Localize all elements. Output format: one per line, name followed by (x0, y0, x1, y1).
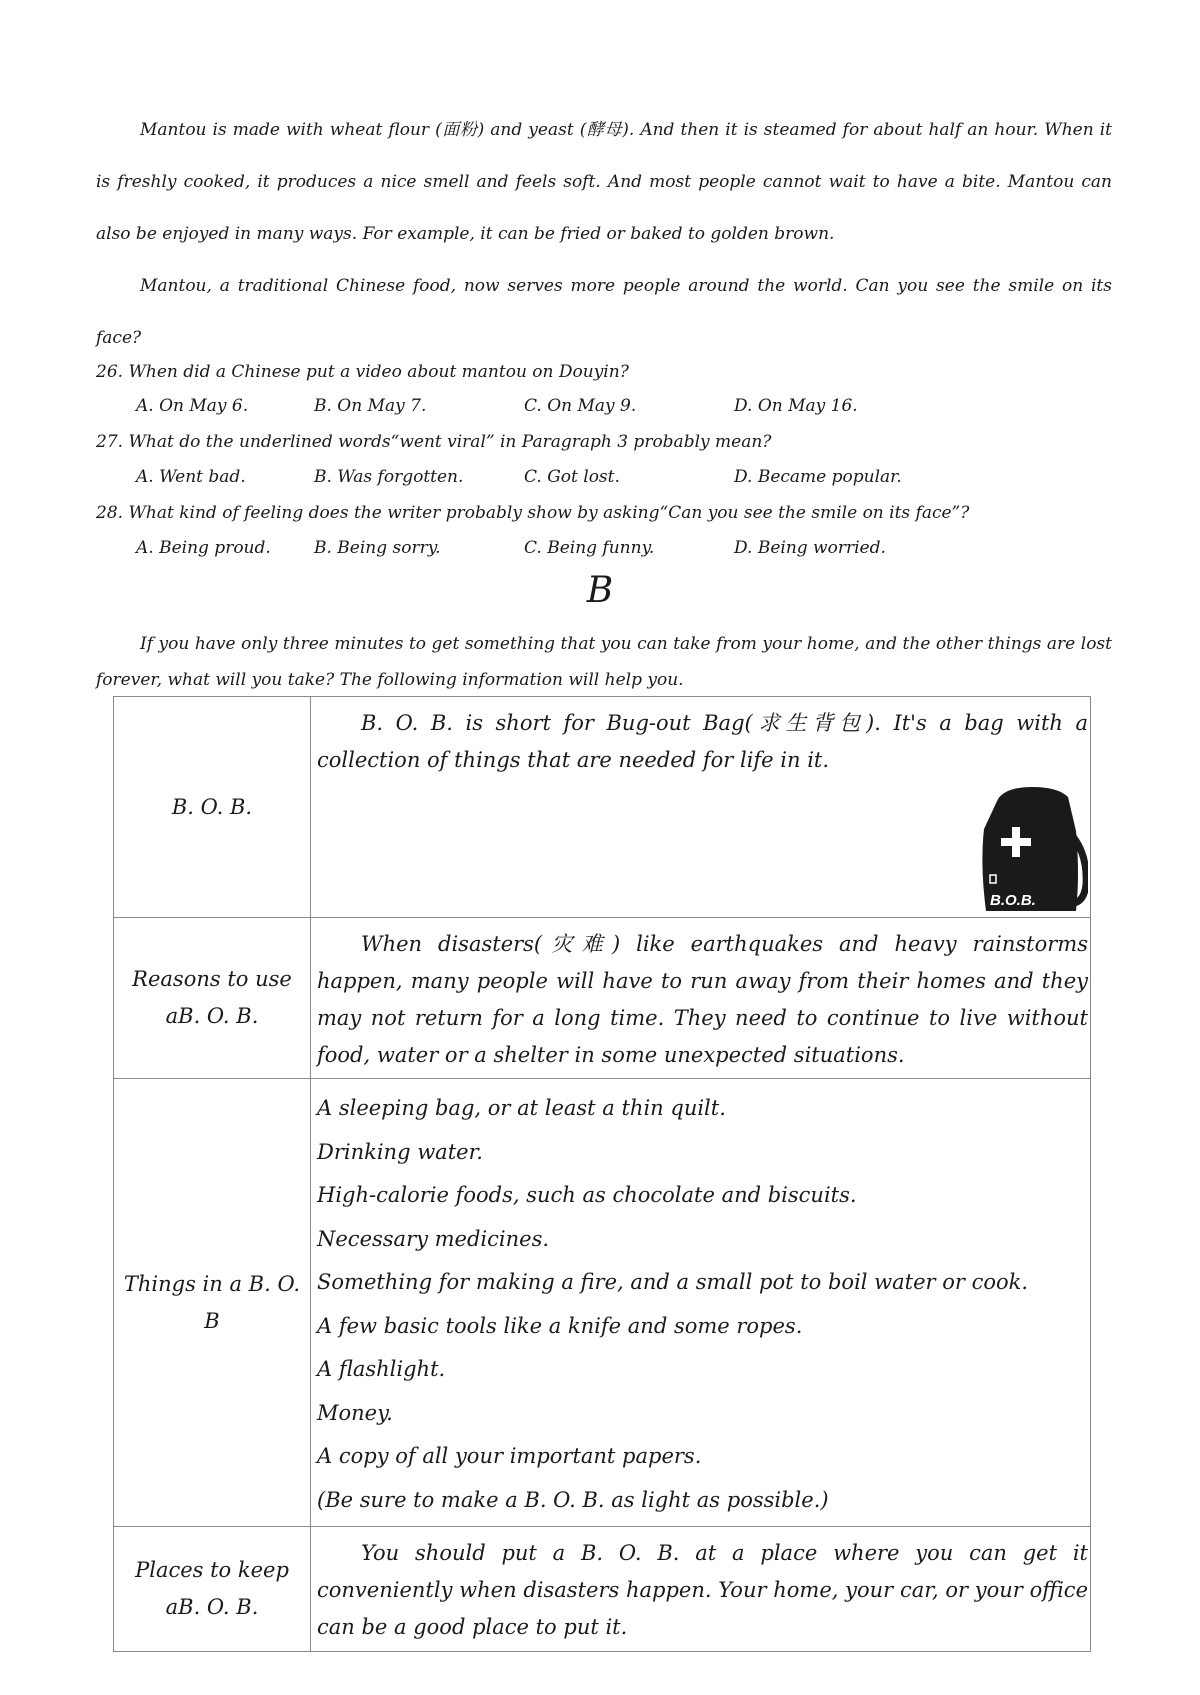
question-stem: 28. What kind of feeling does the writer probably show by asking“Can you see the smile on its face”? (96, 503, 970, 523)
list-item: A sleeping bag, or at least a thin quilt. (317, 1096, 726, 1120)
list-item: A copy of all your important papers. (317, 1444, 702, 1468)
row-content (311, 1079, 1091, 1527)
bob-table (113, 696, 1091, 1652)
list-item: A few basic tools like a knife and some ropes. (317, 1313, 803, 1338)
section-title: B (586, 570, 614, 611)
option-a: A. Being proud. (136, 538, 271, 558)
passage-paragraph: Mantou is made with wheat flour (面粉) and yeast (酵母). And then it is steamed for about half an hour. When it is freshly cooked, it produces a nice smell and feels soft. And most people cannot wait to have a bite. Mantou can also be enjoyed in many ways. For example, it can be fried or baked to golden brown. (96, 120, 1112, 244)
list-item: Something for making a fire, and a small pot to boil water or cook. (317, 1270, 1029, 1294)
section-intro: If you have only three minutes to get something that you can take from your home, and the other things are lost forever, what will you take? The following information will help you. (96, 634, 1112, 690)
table-row (114, 697, 1091, 918)
option-b: B. Was forgotten. (314, 467, 464, 487)
list-item: Money. (317, 1400, 393, 1425)
option-d: D. Became popular. (734, 467, 902, 487)
table-row (114, 918, 1091, 1079)
row-label: Reasons to use aB. O. B. (114, 918, 311, 1079)
table-row (114, 1527, 1091, 1652)
table-row (114, 1079, 1091, 1527)
row-content (311, 697, 1091, 918)
row-label: Things in a B. O. B (114, 1079, 311, 1527)
list-item: Drinking water. (317, 1139, 483, 1164)
option-a: A. On May 6. (136, 396, 249, 416)
option-d: D. Being worried. (734, 538, 886, 558)
row-text: You should put a B. O. B. at a place where you can get it conveniently when disasters happen. Your home, your car, or your office can be a good place to put it. (317, 1541, 1088, 1639)
list-item: A flashlight. (317, 1357, 446, 1381)
option-d: D. On May 16. (734, 396, 858, 416)
row-content (311, 1527, 1091, 1652)
backpack-icon (976, 785, 1088, 913)
option-c: C. Got lost. (524, 467, 620, 487)
passage-paragraph: Mantou, a traditional Chinese food, now serves more people around the world. Can you see the smile on its face? (96, 276, 1112, 348)
row-label: Places to keep aB. O. B. (114, 1527, 311, 1652)
option-c: C. Being funny. (524, 538, 655, 558)
option-b: B. On May 7. (314, 396, 427, 416)
option-a: A. Went bad. (136, 467, 246, 487)
row-text: When disasters(灾难) like earthquakes and heavy rainstorms happen, many people will have to run away from their homes and they may not return for a long time. They need to continue to live without food, water or a shelter in some unexpected situations. (317, 932, 1088, 1067)
list-item: High-calorie foods, such as chocolate and biscuits. (317, 1183, 857, 1207)
list-item-note: (Be sure to make a B. O. B. as light as possible.) (317, 1487, 829, 1512)
backpack-label: B.O.B. (990, 892, 1036, 909)
list-item: Necessary medicines. (317, 1226, 550, 1251)
option-c: C. On May 9. (524, 396, 637, 416)
row-text: B. O. B. is short for Bug-out Bag(求生背包). It's a bag with a collection of things that are needed for life in it. (317, 711, 1088, 772)
row-content (311, 918, 1091, 1079)
row-label: B. O. B. (114, 697, 311, 918)
option-b: B. Being sorry. (314, 538, 441, 558)
question-stem: 27. What do the underlined words“went viral” in Paragraph 3 probably mean? (96, 432, 772, 452)
question-stem: 26. When did a Chinese put a video about mantou on Douyin? (96, 362, 629, 382)
